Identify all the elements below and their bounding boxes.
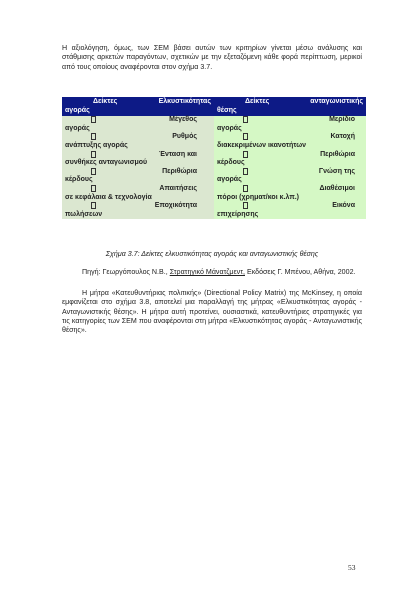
indicator-term-cont: διακεκριμένων ικανοτήτων xyxy=(217,141,307,149)
indicator-term-cont: αγοράς xyxy=(217,124,242,132)
indicator-term: Ρυθμός xyxy=(172,133,197,141)
left-indicator-cell xyxy=(62,133,214,150)
right-indicator-cell xyxy=(214,151,366,168)
bullet-box-icon xyxy=(91,168,96,175)
bullet-box-icon xyxy=(243,202,248,209)
source-prefix: Πηγή: Γεωργόπουλος Ν.Β., xyxy=(82,268,168,276)
figure-caption: Σχήμα 3.7: Δείκτες ελκυστικότητας αγοράς και ανταγωνιστικής θέσης xyxy=(105,250,319,258)
left-header-word1: Δείκτες xyxy=(93,98,118,105)
bullet-box-icon xyxy=(91,185,96,192)
left-header-cell xyxy=(62,97,214,116)
table-row xyxy=(62,202,366,219)
bullet-box-icon xyxy=(243,133,248,140)
indicator-term-cont: πωλήσεων xyxy=(65,210,103,218)
bullet-box-icon xyxy=(243,168,248,175)
left-indicator-cell xyxy=(62,151,214,168)
bullet-box-icon xyxy=(91,116,96,123)
intro-paragraph: Η αξιολόγηση, όμως, των ΣΕΜ βάσει αυτών των κριτηρίων γίνεται μέσω ανάλυσης και στάθμισης αρκετών παραγόντων, σχετικών με την εξεταζόμενη κάθε φορά περίπτωση, μερικοί από τους οποίους αναφέρονται στον σχήμα 3.7. xyxy=(62,44,362,71)
indicator-term: Διαθέσιμοι xyxy=(319,184,355,192)
indicator-term-cont: ανάπτυξης αγοράς xyxy=(65,141,128,149)
indicator-term-cont: κέρδους xyxy=(217,159,245,167)
left-header-word3: αγοράς xyxy=(65,106,90,114)
right-indicator-cell xyxy=(214,185,366,202)
table-row xyxy=(62,151,366,168)
bullet-box-icon xyxy=(91,202,96,209)
bullet-box-icon xyxy=(243,116,248,123)
right-indicator-cell xyxy=(214,133,366,150)
body-paragraph: Η μήτρα «Κατευθυντήριας πολιτικής» (Directional Policy Matrix) της McKinsey, η οποία εμφανίζεται στο σχήμα 3.8, αποτελεί μια παραλλαγή της μήτρας «Ελκυστικότητας αγοράς - Ανταγωνιστικής θέσης». Η μήτρα αυτή προτείνει, ουσιαστικά, κατευθυντήριες στρατηγικές για τις κατηγορίες των ΣΕΜ που αναφέρονται στη μήτρα «Ελκυστικότητας αγοράς - Ανταγωνιστικής θέσης». xyxy=(62,289,362,335)
right-header-word3: θέσης xyxy=(217,106,237,114)
right-header-cell xyxy=(214,97,366,116)
left-header-word2: Ελκυστικότητας xyxy=(158,98,211,105)
page-number: 53 xyxy=(348,563,356,572)
indicator-term: Ένταση και xyxy=(158,150,197,158)
table-row xyxy=(62,185,366,202)
bullet-box-icon xyxy=(91,151,96,158)
left-indicator-cell xyxy=(62,168,214,185)
left-indicator-cell xyxy=(62,185,214,202)
indicator-term-cont: αγοράς xyxy=(65,124,90,132)
source-suffix: Εκδόσεις Γ. Μπένου, Αθήνα, 2002. xyxy=(246,268,356,276)
table-row xyxy=(62,133,366,150)
indicators-table xyxy=(62,97,366,219)
indicator-term-cont: σε κεφάλαια & τεχνολογία xyxy=(65,193,152,201)
bullet-box-icon xyxy=(243,151,248,158)
table-row xyxy=(62,168,366,185)
right-indicator-cell xyxy=(214,202,366,219)
indicator-term: Μέγεθος xyxy=(169,116,197,124)
indicator-term-cont: επιχείρησης xyxy=(217,210,259,218)
indicator-term-cont: πόροι (χρηματ/κοι κ.λπ.) xyxy=(217,193,299,201)
indicator-term: Περιθώρια xyxy=(320,150,355,158)
indicator-term: Απαιτήσεις xyxy=(159,184,197,192)
indicator-term: Εικόνα xyxy=(332,202,355,210)
table-row xyxy=(62,116,366,133)
source-title: Στρατηγικό Μάνατζμεντ, xyxy=(169,268,245,276)
indicator-term: Κατοχή xyxy=(330,133,355,141)
indicator-term: Γνώση της xyxy=(318,167,355,175)
right-indicator-cell xyxy=(214,168,366,185)
indicator-term: Περιθώρια xyxy=(162,167,197,175)
source-paragraph xyxy=(62,268,362,277)
indicator-term: Εποχικότητα xyxy=(154,202,197,210)
bullet-box-icon xyxy=(91,133,96,140)
indicator-term-cont: αγοράς xyxy=(217,176,242,184)
indicator-term-cont: κέρδους xyxy=(65,176,93,184)
right-header-word2: ανταγωνιστικής xyxy=(310,98,363,105)
indicator-term-cont: συνθήκες ανταγωνισμού xyxy=(65,159,148,167)
bullet-box-icon xyxy=(243,185,248,192)
right-header-word1: Δείκτες xyxy=(245,98,270,105)
right-indicator-cell xyxy=(214,116,366,133)
table-header-row xyxy=(62,97,366,116)
left-indicator-cell xyxy=(62,202,214,219)
indicator-term: Μερίδιο xyxy=(329,116,355,124)
left-indicator-cell xyxy=(62,116,214,133)
